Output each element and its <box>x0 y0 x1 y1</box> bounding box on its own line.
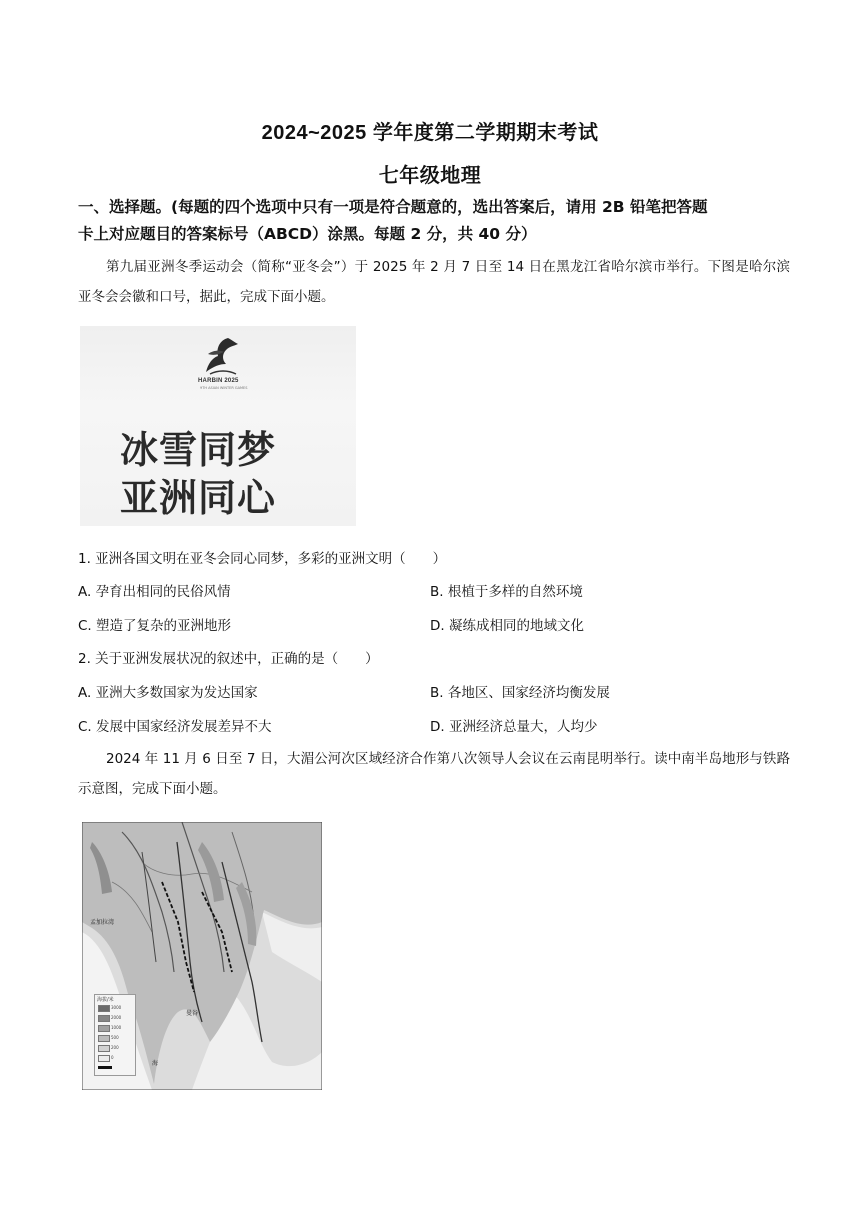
legend-swatch-1 <box>98 1005 110 1012</box>
question-2-option-b: B. 各地区、国家经济均衡发展 <box>430 685 610 701</box>
slogan-line1: 冰雪同梦 <box>120 428 277 472</box>
question-1-option-a: A. 孕育出相同的民俗风情 <box>78 584 231 600</box>
question-1-stem: 1. 亚洲各国文明在亚冬会同心同梦，多彩的亚洲文明（ ） <box>78 551 447 567</box>
legend-value-6: 0 <box>111 1055 114 1060</box>
indochina-terrain-railway-map <box>82 822 322 1090</box>
page-title: 2024~2025 学年度第二学期期末考试 <box>261 122 599 144</box>
map-label-bay-of-bengal: 孟加拉湾 <box>90 919 115 926</box>
map-legend <box>94 994 136 1076</box>
legend-railway-symbol <box>98 1066 112 1069</box>
legend-value-4: 500 <box>111 1035 119 1040</box>
question-1-option-b: B. 根植于多样的自然环境 <box>430 584 583 600</box>
question-2-option-c: C. 发展中国家经济发展差异不大 <box>78 719 272 735</box>
legend-swatch-4 <box>98 1035 110 1042</box>
section-heading-line1: 一、选择题。(每题的四个选项中只有一项是符合题意的，选出答案后，请用 2B 铅笔把答题 <box>78 198 708 216</box>
legend-swatch-3 <box>98 1025 110 1032</box>
section-heading-line2: 卡上对应题目的答案标号（ABCD）涂黑。每题 2 分，共 40 分） <box>78 225 537 243</box>
material-paragraph-1: 第九届亚洲冬季运动会（简称“亚冬会”）于 2025 年 2 月 7 日至 14 日在黑龙江省哈尔滨市举行。下图是哈尔滨亚冬会会徽和口号，据此，完成下面小题。 <box>78 259 790 305</box>
asian-winter-games-logo-image <box>80 326 356 526</box>
logo-subtext: 9TH ASIAN WINTER GAMES <box>200 386 248 390</box>
map-label-sea: 海 <box>152 1060 159 1067</box>
logo-text: HARBIN 2025 <box>198 378 239 384</box>
legend-value-1: 3000 <box>111 1005 122 1010</box>
question-2-stem: 2. 关于亚洲发展状况的叙述中，正确的是（ ） <box>78 651 379 667</box>
question-1-option-c: C. 塑造了复杂的亚洲地形 <box>78 618 232 634</box>
material-paragraph-2: 2024 年 11 月 6 日至 7 日，大湄公河次区域经济合作第八次领导人会议在云南昆明举行。读中南半岛地形与铁路示意图，完成下面小题。 <box>78 751 790 797</box>
question-1-option-d: D. 凝练成相同的地域文化 <box>430 618 584 634</box>
slogan-line2: 亚洲同心 <box>120 476 277 520</box>
legend-value-2: 2000 <box>111 1015 122 1020</box>
map-label-bangkok: 曼谷 <box>186 1010 199 1017</box>
legend-value-3: 1000 <box>111 1025 122 1030</box>
legend-swatch-6 <box>98 1055 110 1062</box>
legend-value-5: 200 <box>111 1045 119 1050</box>
question-2-option-d: D. 亚洲经济总量大，人均少 <box>430 719 598 735</box>
section-heading <box>78 194 790 248</box>
legend-swatch-2 <box>98 1015 110 1022</box>
legend-swatch-5 <box>98 1045 110 1052</box>
question-2-option-a: A. 亚洲大多数国家为发达国家 <box>78 685 258 701</box>
page-subtitle: 七年级地理 <box>378 165 482 187</box>
harbin-emblem-icon <box>198 334 246 378</box>
legend-title: 海拔/米 <box>97 997 114 1003</box>
